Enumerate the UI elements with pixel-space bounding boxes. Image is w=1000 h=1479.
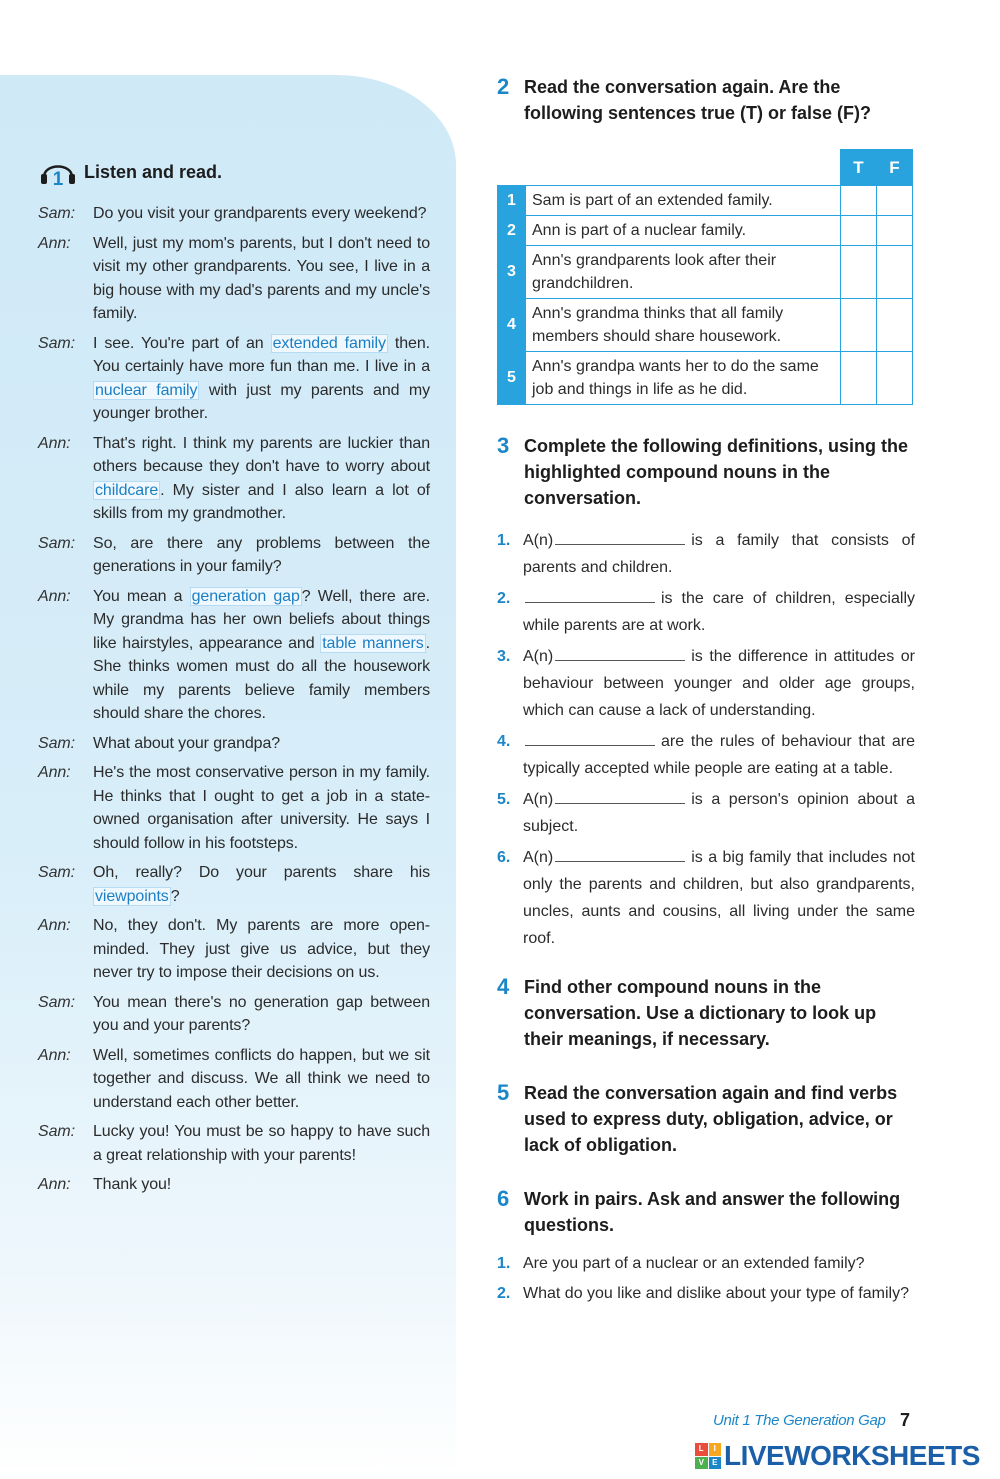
- false-answer-box[interactable]: [877, 216, 913, 246]
- liveworksheets-logo-icon: [695, 1443, 721, 1469]
- statement-number: 4: [498, 299, 526, 352]
- dialogue: [38, 202, 430, 1197]
- speech-text: [93, 914, 430, 985]
- statement-text: Sam is part of an extended family.: [526, 186, 841, 216]
- definition-body: is a person's opinion about a subject.: [523, 791, 915, 835]
- section-4-number: 4: [497, 974, 510, 999]
- speech-text: [93, 585, 430, 726]
- statement-text: Ann's grandparents look after their grandchildren.: [526, 246, 841, 299]
- definition-item: [497, 585, 915, 639]
- dialogue-line: [38, 914, 430, 985]
- dialogue-line: [38, 232, 430, 326]
- logo-tile: V: [695, 1457, 708, 1470]
- section-1-number: 1: [52, 169, 64, 189]
- true-answer-box[interactable]: [841, 246, 877, 299]
- true-answer-box[interactable]: [841, 186, 877, 216]
- definition-text: [523, 844, 915, 952]
- speech-text: [93, 1173, 430, 1197]
- speaker-name: Ann:: [38, 1176, 71, 1193]
- speech-fragment: Well, just my mom's parents, but I don't need to visit my other grandparents. You see, I live in a big house with my dad's parents and my uncle's family.: [93, 234, 430, 322]
- definition-number: 2.: [497, 590, 511, 607]
- speech-fragment: Oh, really? Do your parents share his: [93, 864, 430, 881]
- speech-fragment: Thank you!: [93, 1176, 172, 1193]
- right-column: [497, 74, 915, 1312]
- table-row: [498, 352, 913, 405]
- speech-text: [93, 732, 430, 756]
- speech-text: [93, 232, 430, 326]
- logo-tile: L: [695, 1443, 708, 1456]
- definition-prefix: A(n): [523, 532, 554, 549]
- definition-item: [497, 643, 915, 724]
- definition-body: is a family that consists of parents and children.: [523, 532, 915, 576]
- speech-fragment: Well, sometimes conflicts do happen, but we sit together and discuss. We all think we need to understand each other better.: [93, 1046, 430, 1111]
- section-5-number: 5: [497, 1080, 510, 1105]
- section-2-title: Read the conversation again. Are the following sentences true (T) or false (F)?: [524, 77, 872, 123]
- speech-text: [93, 532, 430, 579]
- definition-body: are the rules of behaviour that are typically accepted while people are eating at a table.: [523, 733, 915, 777]
- definition-body: is the care of children, especially while parents are at work.: [523, 590, 915, 634]
- statement-text: Ann's grandpa wants her to do the same job and things in life as he did.: [526, 352, 841, 405]
- section-4-title: Find other compound nouns in the conversation. Use a dictionary to look up their meanings, if necessary.: [524, 977, 877, 1049]
- question-text: Are you part of a nuclear or an extended family?: [523, 1255, 865, 1272]
- highlighted-compound-noun: table manners: [322, 634, 424, 652]
- definition-body: is a big family that includes not only the parents and children, but also grandparents, uncles, aunts and cousins, all living under the same roof.: [523, 849, 915, 947]
- section-3-number: 3: [497, 433, 510, 458]
- true-answer-box[interactable]: [841, 352, 877, 405]
- highlighted-compound-noun: viewpoints: [95, 887, 169, 905]
- speaker-name: Ann:: [38, 234, 71, 252]
- dialogue-line: [38, 1044, 430, 1115]
- answer-blank[interactable]: [555, 846, 685, 862]
- definition-item: [497, 728, 915, 782]
- speech-fragment: then. You certainly have more fun than me. I live in a: [93, 334, 430, 375]
- statement-text: Ann is part of a nuclear family.: [526, 216, 841, 246]
- speaker-name: Sam:: [38, 1123, 75, 1140]
- speaker-name: Ann:: [38, 1046, 71, 1064]
- headphones-icon[interactable]: [38, 155, 78, 189]
- definition-prefix: A(n): [523, 648, 554, 665]
- speech-fragment: . My sister and I also learn a lot of skills from my grandmother.: [93, 481, 430, 522]
- section-3-title: Complete the following definitions, using the highlighted compound nouns in the conversation.: [524, 436, 908, 508]
- dialogue-line: [38, 532, 430, 579]
- definition-text: [523, 527, 915, 581]
- highlighted-compound-noun: nuclear family: [95, 381, 198, 399]
- definition-text: [523, 585, 915, 639]
- column-true-header: T: [841, 150, 877, 186]
- true-answer-box[interactable]: [841, 299, 877, 352]
- section-6-title: Work in pairs. Ask and answer the following questions.: [524, 1189, 901, 1235]
- speech-text: [93, 991, 430, 1038]
- question-item: [497, 1282, 915, 1306]
- speaker-name: Sam:: [38, 734, 75, 752]
- table-row: [498, 246, 913, 299]
- dialogue-line: [38, 585, 430, 726]
- definition-text: [523, 643, 915, 724]
- answer-blank[interactable]: [525, 587, 655, 603]
- speech-fragment: I see. You're part of an: [93, 334, 271, 352]
- section-5-header: [497, 1080, 915, 1158]
- speaker-name: Sam:: [38, 205, 75, 222]
- section-1: [38, 152, 430, 1203]
- statement-number: 1: [498, 186, 526, 216]
- section-4-header: [497, 974, 915, 1052]
- speech-fragment: ? Well, there are. My grandma has her own beliefs about things like hairstyles, appearance and: [93, 587, 430, 652]
- speech-text: [93, 432, 430, 526]
- speech-fragment: You mean there's no generation gap between you and your parents?: [93, 993, 430, 1034]
- speech-text: [93, 861, 430, 908]
- speaker-name: Sam:: [38, 534, 75, 552]
- statement-number: 3: [498, 246, 526, 299]
- dialogue-line: [38, 1173, 430, 1197]
- unit-label: Unit 1 The Generation Gap: [713, 1412, 886, 1429]
- speech-text: [93, 1120, 430, 1167]
- highlighted-compound-noun: childcare: [95, 481, 159, 499]
- definitions-list: [497, 527, 915, 952]
- statement-text: Ann's grandma thinks that all family members should share housework.: [526, 299, 841, 352]
- speech-fragment: You mean a: [93, 587, 190, 605]
- section-1-header: [38, 152, 430, 192]
- definition-item: [497, 527, 915, 581]
- speech-fragment: ?: [170, 887, 180, 905]
- page-number: 7: [900, 1410, 911, 1430]
- speech-fragment: Lucky you! You must be so happy to have such a great relationship with your parents!: [93, 1123, 430, 1164]
- speech-fragment: Do you visit your grandparents every weekend?: [93, 205, 427, 222]
- statement-number: 5: [498, 352, 526, 405]
- speech-text: [93, 202, 430, 226]
- speech-fragment: What about your grandpa?: [93, 734, 281, 752]
- definition-text: [523, 786, 915, 840]
- logo-tile: I: [709, 1443, 722, 1456]
- dialogue-line: [38, 432, 430, 526]
- true-answer-box[interactable]: [841, 216, 877, 246]
- liveworksheets-brand[interactable]: [695, 1440, 980, 1472]
- speech-fragment: No, they don't. My parents are more open-minded. They just give us advice, but they never try to impose their decisions on us.: [93, 917, 430, 981]
- section-3-header: [497, 433, 915, 511]
- definition-number: 5.: [497, 791, 511, 808]
- section-1-title: Listen and read.: [84, 161, 223, 182]
- section-2-header: [497, 74, 915, 126]
- column-false-header: F: [877, 150, 913, 186]
- false-answer-box[interactable]: [877, 352, 913, 405]
- highlighted-compound-noun: extended family: [272, 334, 386, 352]
- highlighted-compound-noun: generation gap: [191, 587, 300, 605]
- definition-item: [497, 786, 915, 840]
- speaker-name: Ann:: [38, 917, 71, 934]
- dialogue-line: [38, 202, 430, 226]
- definition-prefix: A(n): [523, 791, 554, 808]
- section-2-number: 2: [497, 74, 510, 99]
- dialogue-line: [38, 991, 430, 1038]
- speaker-name: Sam:: [38, 864, 75, 881]
- statement-number: 2: [498, 216, 526, 246]
- speech-fragment: That's right. I think my parents are luckier than others because they don't have to worry about: [93, 434, 430, 475]
- false-answer-box[interactable]: [877, 299, 913, 352]
- definition-item: [497, 844, 915, 952]
- speaker-name: Ann:: [38, 587, 71, 605]
- definition-number: 1.: [497, 532, 511, 549]
- speaker-name: Ann:: [38, 434, 71, 452]
- answer-blank[interactable]: [555, 788, 685, 804]
- question-item: [497, 1252, 915, 1276]
- dialogue-line: [38, 861, 430, 908]
- section-5-title: Read the conversation again and find verbs used to express duty, obligation, advice, or lack of obligation.: [524, 1083, 898, 1155]
- table-row: [498, 299, 913, 352]
- question-number: 2.: [497, 1285, 511, 1302]
- dialogue-line: [38, 1120, 430, 1167]
- dialogue-line: [38, 332, 430, 426]
- answer-blank[interactable]: [555, 645, 685, 661]
- logo-tile: E: [709, 1457, 722, 1470]
- answer-blank[interactable]: [525, 730, 655, 746]
- dialogue-line: [38, 732, 430, 756]
- dialogue-line: [38, 761, 430, 855]
- speaker-name: Ann:: [38, 764, 71, 781]
- answer-blank[interactable]: [555, 529, 685, 545]
- section-6-number: 6: [497, 1186, 510, 1211]
- false-answer-box[interactable]: [877, 246, 913, 299]
- speech-text: [93, 1044, 430, 1115]
- definition-number: 6.: [497, 849, 511, 866]
- true-false-table: [497, 149, 913, 405]
- false-answer-box[interactable]: [877, 186, 913, 216]
- speech-text: [93, 332, 430, 426]
- definition-prefix: A(n): [523, 849, 554, 866]
- table-row: [498, 186, 913, 216]
- speech-fragment: So, are there any problems between the generations in your family?: [93, 534, 430, 575]
- table-row: [498, 216, 913, 246]
- speech-fragment: He's the most conservative person in my family. He thinks that I ought to get a job in a state-owned organisation after university. He says I should follow in his footsteps.: [93, 764, 430, 852]
- speech-text: [93, 761, 430, 855]
- speech-fragment: . She thinks women must do all the housework while my parents believe family members should share the chores.: [93, 634, 430, 722]
- brand-name: LIVEWORKSHEETS: [724, 1440, 980, 1471]
- questions-list: [497, 1252, 915, 1306]
- question-number: 1.: [497, 1255, 511, 1272]
- section-6-header: [497, 1186, 915, 1238]
- definition-body: is the difference in attitudes or behaviour between younger and older age groups, which can cause a lack of understanding.: [523, 648, 915, 719]
- question-text: What do you like and dislike about your type of family?: [523, 1285, 909, 1302]
- definition-text: [523, 728, 915, 782]
- speech-fragment: with just my parents and my younger brother.: [93, 381, 430, 422]
- speaker-name: Sam:: [38, 993, 75, 1011]
- speaker-name: Sam:: [38, 334, 75, 352]
- definition-number: 4.: [497, 733, 511, 750]
- definition-number: 3.: [497, 648, 511, 665]
